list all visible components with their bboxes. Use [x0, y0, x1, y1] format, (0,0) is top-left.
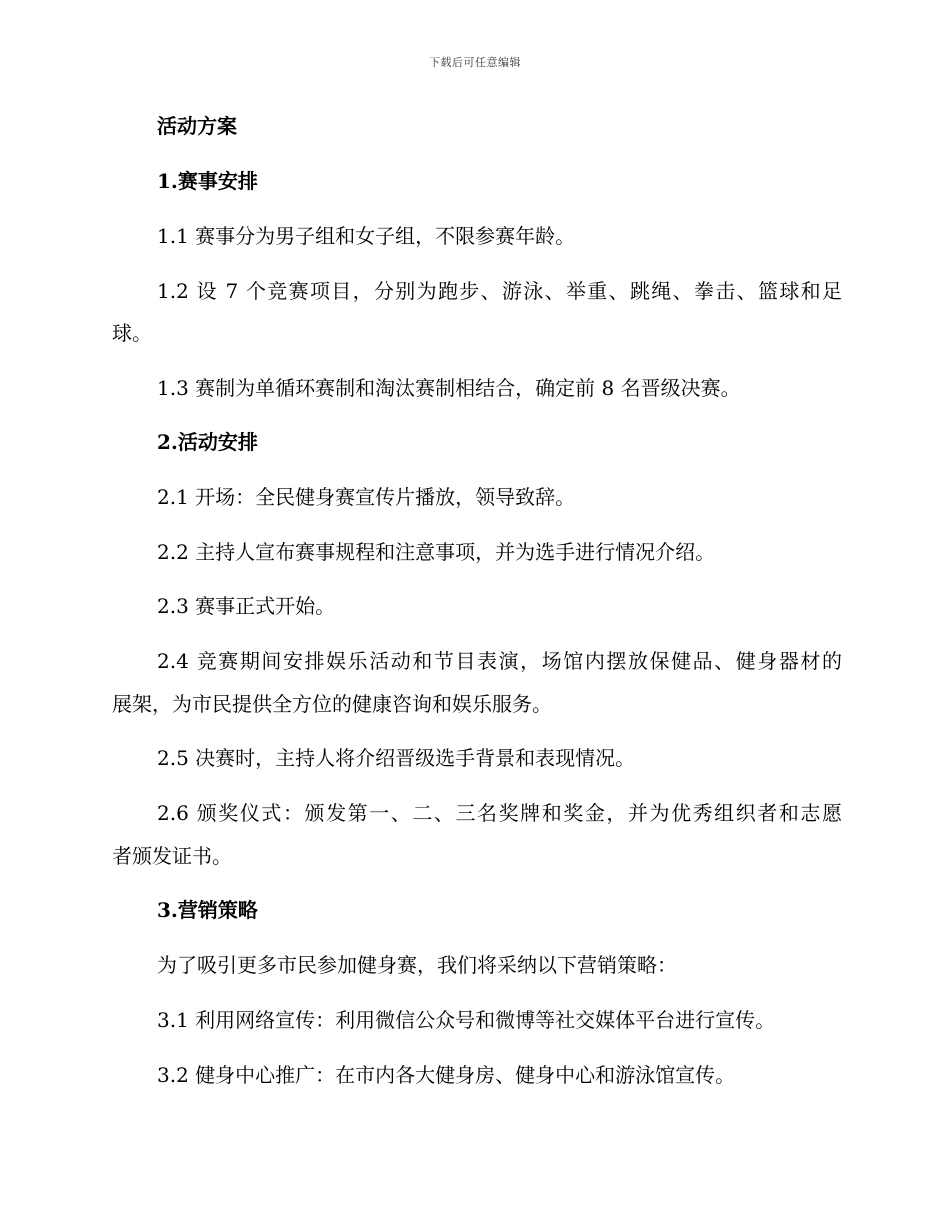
- paragraph-2-6-line1: 2.6 颁奖仪式：颁发第一、二、三名奖牌和奖金，并为优秀组织者和志愿: [157, 801, 842, 825]
- section-heading-2: 2.活动安排: [157, 430, 258, 454]
- paragraph-2-1: 2.1 开场：全民健身赛宣传片播放，领导致辞。: [157, 485, 576, 509]
- paragraph-1-1: 1.1 赛事分为男子组和女子组，不限参赛年龄。: [157, 224, 576, 248]
- paragraph-3-intro: 为了吸引更多市民参加健身赛，我们将采纳以下营销策略：: [157, 953, 677, 977]
- paragraph-3-2: 3.2 健身中心推广：在市内各大健身房、健身中心和游泳馆宣传。: [157, 1063, 736, 1087]
- paragraph-2-6-line2: 者颁发证书。: [112, 844, 232, 868]
- paragraph-2-4-line1: 2.4 竞赛期间安排娱乐活动和节目表演，场馆内摆放保健品、健身器材的: [157, 649, 842, 673]
- paragraph-3-1: 3.1 利用网络宣传：利用微信公众号和微博等社交媒体平台进行宣传。: [157, 1008, 776, 1032]
- paragraph-1-2-line2: 球。: [112, 321, 152, 345]
- paragraph-1-3: 1.3 赛制为单循环赛制和淘汰赛制相结合，确定前 8 名晋级决赛。: [157, 376, 741, 400]
- paragraph-2-4-line2: 展架，为市民提供全方位的健康咨询和娱乐服务。: [112, 692, 552, 716]
- paragraph-2-5: 2.5 决赛时，主持人将介绍晋级选手背景和表现情况。: [157, 746, 636, 770]
- section-heading-1: 1.赛事安排: [157, 169, 258, 193]
- paragraph-2-2: 2.2 主持人宣布赛事规程和注意事项，并为选手进行情况介绍。: [157, 540, 716, 564]
- page-header-note: 下载后可任意编辑: [429, 56, 521, 69]
- document-title: 活动方案: [157, 114, 237, 138]
- section-heading-3: 3.营销策略: [157, 898, 258, 922]
- paragraph-2-3: 2.3 赛事正式开始。: [157, 594, 336, 618]
- paragraph-1-2-line1: 1.2 设 7 个竞赛项目，分别为跑步、游泳、举重、跳绳、拳击、篮球和足: [157, 279, 842, 303]
